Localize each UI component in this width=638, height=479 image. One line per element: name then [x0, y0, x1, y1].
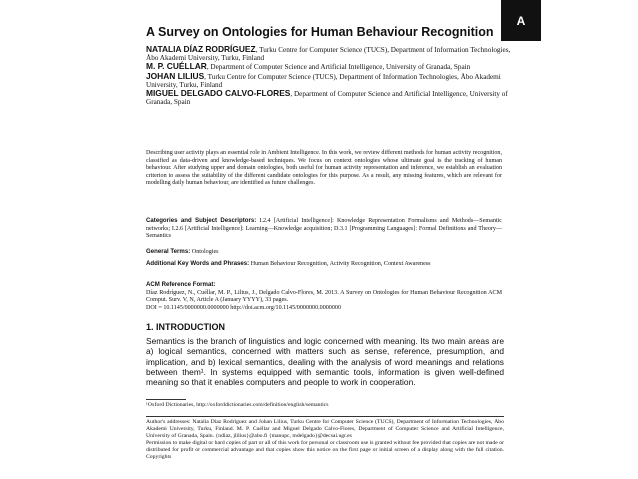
author-entry	[146, 72, 512, 89]
general-terms-label: General Terms:	[146, 248, 191, 255]
author-name: M. P. CUÉLLAR	[146, 61, 207, 72]
author-entry	[146, 45, 512, 62]
reference-format	[146, 281, 502, 312]
paper-title: A Survey on Ontologies for Human Behaviour Recognition	[146, 25, 494, 39]
author-name: MIGUEL DELGADO CALVO-FLORES	[146, 88, 291, 99]
keywords	[146, 260, 502, 269]
permission-notice: Permission to make digital or hard copies of part or all of this work for personal or classroom use is granted without fee provided that copies are not made or distributed for profit or commercial advantage and that copies show this notice on the first page or initial screen of a display along with the full citation. Copyrights	[146, 440, 504, 461]
footnote-divider	[146, 399, 186, 400]
author-address-block	[146, 419, 504, 479]
author-entry	[146, 89, 512, 106]
section-heading: 1. INTRODUCTION	[146, 322, 226, 332]
footnote: ¹Oxford Dictionaries, http://oxforddictionaries.com/definition/english/semantics	[146, 402, 329, 408]
categories-text: I.2.4 [Artificial Intelligence]: Knowledge Representation Formalisms and Methods—Semantic networks; I.2.6 [Artificial Intelligence]: Learning—Knowledge acquisition; D.3.1 [Programming Languages]: Formal Definitions and Theory—Semantics	[146, 218, 502, 240]
author-addresses: Author's addresses: Natalia Díaz Rodríguez and Johan Lilius, Turku Centre for Computer Science (TUCS), Department of Information Technologies, Åbo Akademi University, Turku, Finland. M. P. Cuéllar and Miguel Delgado Calvo-Flores, Department of Computer Science and Artificial Intelligence, University of Granada, Spain. {ndiaz, jlilius}@abo.fi {manupc, mdelgado}@decsai.ugr.es	[146, 419, 504, 440]
abstract: Describing user activity plays an essential role in Ambient Intelligence. In this work, we review different methods for human activity recognition, classified as data-driven and knowledge-based techniques. We focus on context ontologies whose ultimate goal is the tracking of human behaviour. After studying upper and domain ontologies, both useful for human activity representation and inference, we establish an evaluation criterion to assess the suitability of the different candidate ontologies for this purpose. As a result, any missing features, which are relevant for modelling daily human behaviour, are identified as future challenges.	[146, 150, 502, 187]
categories	[146, 217, 502, 241]
author-affiliation: , Turku Centre for Computer Science (TUCS), Department of Information Technologies, Åbo Akademi University, Turku, Finland	[146, 46, 511, 63]
reference-doi: DOI = 10.1145/0000000.0000000 http://doi.acm.org/10.1145/0000000.0000000	[146, 304, 341, 311]
author-affiliation: , Turku Centre for Computer Science (TUCS), Department of Information Technologies, Åbo Akademi University, Turku, Finland	[146, 72, 501, 89]
author-name: NATALIA DÍAZ RODRÍGUEZ	[146, 44, 256, 54]
author-name: JOHAN LILIUS	[146, 70, 205, 81]
keywords-text: Human Behaviour Recognition, Activity Recognition, Context Awareness	[249, 261, 431, 267]
reference-citation: Díaz Rodríguez, N., Cuéllar, M. P., Lilius, J., Delgado Calvo-Flores, M. 2013. A Survey on Ontologies for Human Behaviour Recognition ACM Comput. Surv. V, N, Article A (January YYYY), 33 pages.	[146, 289, 502, 304]
author-affiliation: , Department of Computer Science and Artificial Intelligence, University of Granada, Spain	[146, 90, 508, 107]
reference-label	[146, 281, 502, 290]
reference-label-text: ACM Reference Format:	[146, 281, 216, 288]
address-divider	[146, 416, 504, 417]
general-terms	[146, 248, 502, 257]
categories-label: Categories and Subject Descriptors:	[146, 217, 257, 224]
keywords-label: Additional Key Words and Phrases:	[146, 260, 250, 267]
author-list	[146, 45, 512, 106]
author-affiliation: , Department of Computer Science and Artificial Intelligence, University of Granada, Spain	[206, 63, 471, 72]
general-terms-text: Ontologies	[190, 249, 219, 255]
intro-paragraph: Semantics is the branch of linguistics and logic concerned with meaning. Its two main areas are a) logical semantics, concerned with matters such as sense, reference, presumption, and implication, and b) lexical semantics, dealing with the analysis of word meanings and relations between them¹. In systems equipped with semantic tools, information is given well-defined meaning so that it enables computers and people to work in cooperation.	[146, 336, 504, 388]
section-badge: A	[501, 0, 541, 41]
